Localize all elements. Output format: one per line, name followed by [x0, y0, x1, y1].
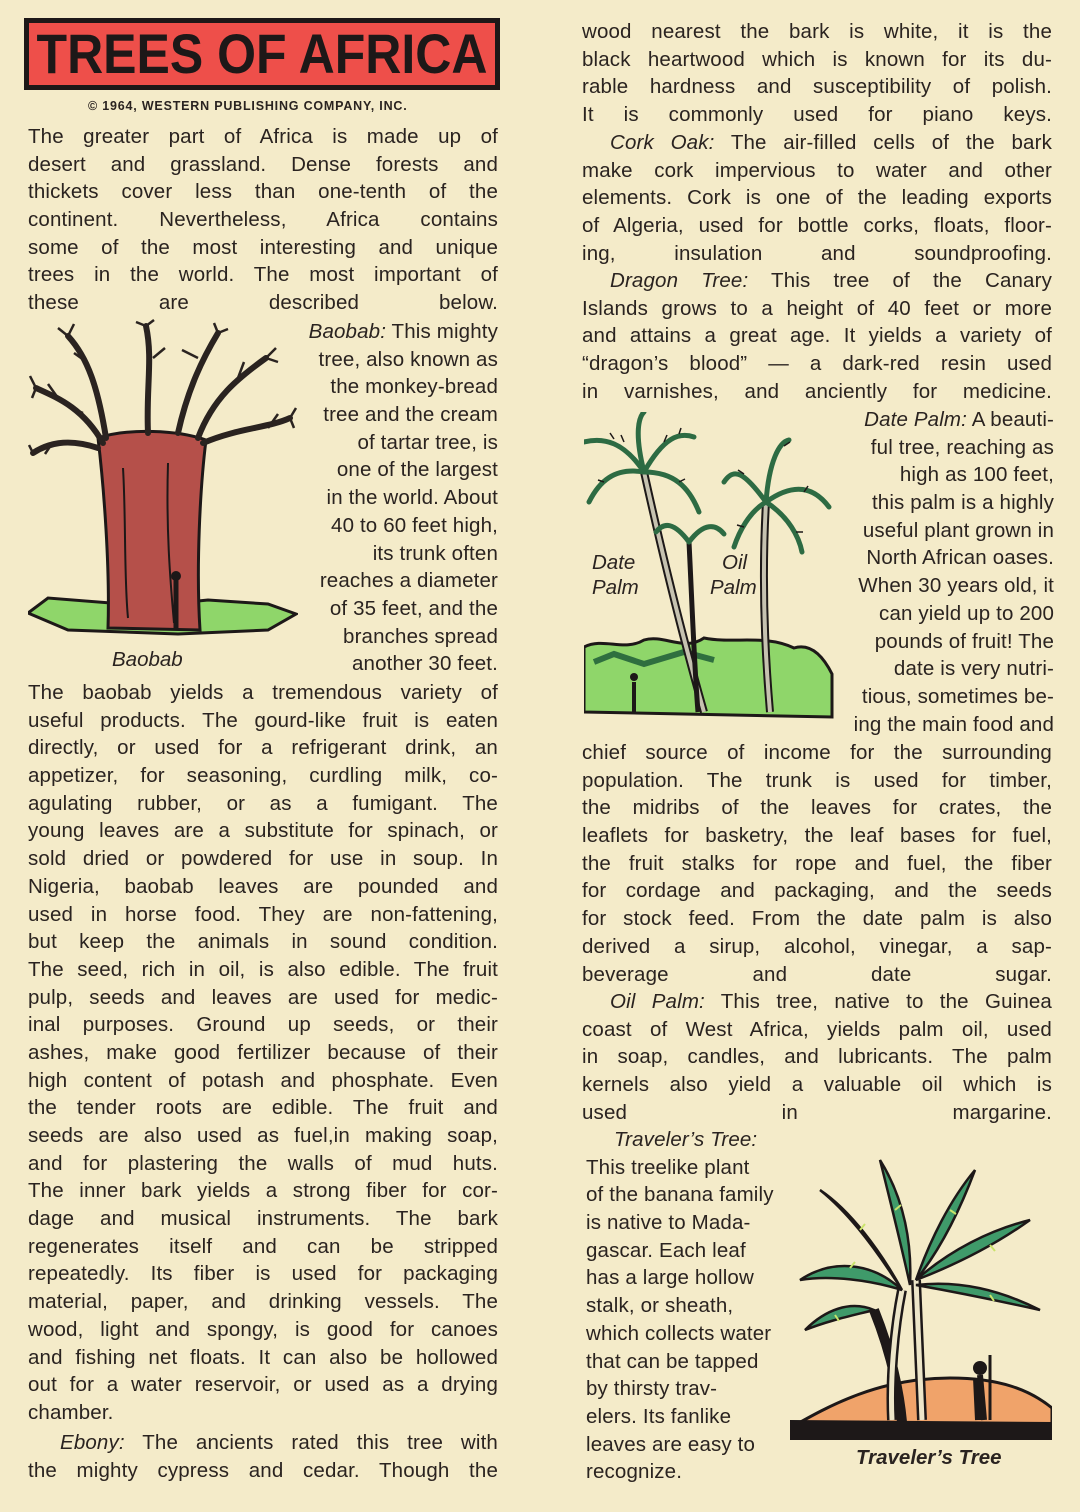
oil-line [582, 1016, 1052, 1044]
date-wrap-line [828, 655, 1054, 683]
date-palm-label-line1: Date [592, 551, 636, 574]
text-run: appetizer, for seasoning, curdling milk, co- [28, 764, 498, 788]
baobab-body-line [28, 1233, 498, 1261]
baobab-body-line [28, 873, 498, 901]
text-run: of Algeria, used for bottle corks, floats, floor- [582, 214, 1052, 238]
baobab-wrap-line [280, 512, 498, 540]
ebony-right-line [582, 46, 1052, 74]
text-run: The ancients rated this tree with [124, 1431, 498, 1454]
cork-oak-paragraph [582, 129, 1052, 267]
oil-palm-label [710, 550, 757, 600]
traveler-line: This treelike plant [586, 1155, 750, 1179]
oil-line [582, 1099, 1052, 1127]
text-run: reaches a diameter [319, 569, 498, 593]
text-run: the fruit stalks for rope and fuel, the fiber [582, 851, 1052, 875]
baobab-illustration [28, 318, 298, 648]
text-run: North African oases. [866, 546, 1054, 570]
text-run: The greater part of Africa is made up of [28, 125, 498, 148]
text-run: high content of potash and phosphate. Even [28, 1068, 498, 1092]
page-title: TREES OF AFRICA [36, 22, 488, 86]
text-run: chamber. [28, 1400, 114, 1424]
text-run: elements. Cork is one of the leading exports [582, 186, 1052, 210]
cork-line [582, 212, 1052, 240]
text-run: seeds are also used as fuel,in making soap, [28, 1124, 498, 1147]
oil-palm-label-line2: Palm [710, 576, 757, 599]
copyright-notice: © 1964, WESTERN PUBLISHING COMPANY, INC. [88, 99, 408, 113]
baobab-wrap-line [280, 540, 498, 568]
date-body-line [582, 739, 1052, 767]
text-run: ful tree, reaching as [870, 435, 1054, 459]
text-run: the tender roots are edible. The fruit and [28, 1096, 498, 1120]
baobab-head: Baobab: [308, 320, 387, 343]
traveler-line: leaves are easy to [586, 1432, 756, 1456]
baobab-body-line [28, 1150, 498, 1178]
cork-head: Cork Oak: [610, 131, 715, 154]
text-run: used in margarine. [582, 1100, 1052, 1124]
traveler-line: has a large hollow [586, 1266, 754, 1290]
baobab-wrap-line [280, 429, 498, 457]
text-run: can yield up to 200 [879, 601, 1054, 625]
text-run: The seed, rich in oil, is also edible. The fruit [28, 957, 498, 981]
oil-palm-paragraph [582, 988, 1052, 1126]
text-run: of 35 feet, and the [329, 596, 498, 620]
text-run: young leaves are a substitute for spinach, or [28, 819, 498, 843]
text-run: beverage and date sugar. [582, 962, 1052, 986]
text-run: Nigeria, baobab leaves are pounded and [28, 874, 498, 898]
baobab-body-line [28, 1371, 498, 1399]
title-banner [24, 18, 500, 90]
traveler-line: is native to Mada- [586, 1211, 751, 1235]
oil-palm-label-line1: Oil [722, 551, 748, 574]
text-run: and for plastering the walls of mud huts. [28, 1151, 498, 1175]
text-run: ing the main food and [853, 712, 1054, 736]
baobab-body-line [28, 1399, 498, 1427]
text-run: inal purposes. Ground up seeds, or their [28, 1013, 498, 1037]
oil-line [582, 1071, 1052, 1099]
baobab-body-line [28, 1316, 498, 1344]
text-run: The inner bark yields a strong fiber for cor- [28, 1179, 498, 1203]
baobab-body-line [28, 707, 498, 735]
intro-line [28, 178, 498, 206]
intro-line [28, 234, 498, 262]
baobab-wrap-line [280, 318, 498, 346]
baobab-body-line [28, 762, 498, 790]
baobab-wrap-line [280, 484, 498, 512]
oil-line [582, 988, 1052, 1016]
date-body-line [582, 961, 1052, 989]
text-run: used in horse food. They are non-fattening, [28, 902, 498, 926]
text-run: wood nearest the bark is white, it is the [582, 20, 1052, 43]
cork-line [582, 240, 1052, 268]
date-body-line [582, 877, 1052, 905]
ebony-right-line [582, 73, 1052, 101]
text-run: trees in the world. The most important of [28, 263, 498, 287]
date-wrap-line [828, 544, 1054, 572]
date-palm-label [592, 550, 639, 600]
baobab-wrap-line [280, 346, 498, 374]
text-run: material, paper, and drinking vessels. The [28, 1290, 498, 1314]
date-wrap-line [828, 461, 1054, 489]
baobab-wrap-line [280, 650, 498, 678]
text-run: high as 100 feet, [899, 463, 1054, 487]
text-run: but keep the animals in sound condition. [28, 930, 498, 954]
oil-line [582, 1043, 1052, 1071]
dragon-line [582, 350, 1052, 378]
text-run: dage and musical instruments. The bark [28, 1207, 498, 1231]
travelers-tree-caption: Traveler’s Tree [856, 1446, 1002, 1469]
traveler-line: which collects water [586, 1321, 772, 1345]
text-run: tree, also known as [318, 347, 498, 371]
dragon-line [582, 267, 1052, 295]
text-run: This tree, native to the Guinea [704, 990, 1052, 1013]
text-run: branches spread [343, 624, 498, 648]
ebony-left-line [28, 1429, 498, 1457]
date-wrap-line [828, 406, 1054, 434]
text-run: this palm is a highly [871, 491, 1054, 515]
traveler-line: that can be tapped [586, 1349, 759, 1373]
baobab-body-line [28, 1205, 498, 1233]
baobab-body-line [28, 1039, 498, 1067]
text-run: chief source of income for the surrounding [582, 741, 1052, 764]
baobab-body-line [28, 901, 498, 929]
text-run: agulating rubber, or as a fumigant. The [28, 791, 498, 815]
text-run: make cork impervious to water and other [582, 158, 1052, 182]
baobab-body-line [28, 1011, 498, 1039]
text-run: thickets cover less than one-tenth of the [28, 180, 498, 204]
ebony-paragraph-end [582, 18, 1052, 129]
baobab-wrap-line [280, 595, 498, 623]
text-run: repeatedly. Its fiber is used for packaging [28, 1262, 498, 1286]
date-body-line [582, 933, 1052, 961]
text-run: The baobab yields a tremendous variety of [28, 681, 498, 704]
text-run: useful plant grown in [862, 518, 1054, 542]
date-wrap-line [828, 711, 1054, 739]
date-body-line [582, 767, 1052, 795]
dragon-head: Dragon Tree: [610, 269, 749, 292]
traveler-head-text: Traveler’s Tree: [614, 1128, 758, 1151]
text-run: tree and the cream [323, 403, 498, 427]
ebony-paragraph-start [28, 1429, 498, 1484]
date-body-line [582, 822, 1052, 850]
baobab-body-line [28, 984, 498, 1012]
baobab-body-line [28, 790, 498, 818]
baobab-caption: Baobab [112, 648, 183, 671]
traveler-line: by thirsty trav- [586, 1377, 718, 1401]
date-head: Date Palm: [864, 408, 968, 431]
text-run: A beauti- [967, 408, 1054, 431]
date-body-line [582, 794, 1052, 822]
text-run: the mighty cypress and cedar. Though the [28, 1458, 498, 1482]
text-run: for cordage and packaging, and the seeds [582, 879, 1052, 903]
text-run: and fishing net floats. It can also be hollowed [28, 1345, 498, 1369]
traveler-head [586, 1126, 802, 1154]
text-run: its trunk often [372, 541, 498, 565]
baobab-body-line [28, 1260, 498, 1288]
text-run: continent. Nevertheless, Africa contains [28, 208, 498, 232]
baobab-body-line [28, 1344, 498, 1372]
text-run: out for a water reservoir, or used as a drying [28, 1373, 498, 1397]
dragon-tree-paragraph [582, 267, 1052, 405]
text-run: pounds of fruit! The [874, 629, 1054, 653]
baobab-body-line [28, 1122, 498, 1150]
baobab-body-line [28, 845, 498, 873]
text-run: in the world. About [326, 486, 498, 510]
baobab-body-line [28, 1288, 498, 1316]
baobab-body-line [28, 817, 498, 845]
date-wrap-line [828, 517, 1054, 545]
text-run: directly, or used for a refrigerant drink, an [28, 736, 498, 760]
text-run: in varnishes, and anciently for medicine. [582, 379, 1052, 403]
date-palm-label-line2: Palm [592, 576, 639, 599]
travelers-tree-illustration [790, 1150, 1052, 1440]
baobab-wrap-line [280, 401, 498, 429]
text-run: sold dried or powdered for use in soup. In [28, 847, 498, 871]
date-body-line [582, 850, 1052, 878]
baobab-wrap-line [280, 567, 498, 595]
text-run: leaflets for basketry, the leaf bases for fuel, [582, 824, 1052, 848]
text-run: useful products. The gourd-like fruit is eaten [28, 708, 498, 732]
text-run: kernels also yield a valuable oil which is [582, 1073, 1052, 1097]
text-run: these are described below. [28, 291, 498, 315]
baobab-wrap-line [280, 623, 498, 651]
ebony-left-line [28, 1457, 498, 1485]
baobab-wrap-line [280, 373, 498, 401]
baobab-body-line [28, 1094, 498, 1122]
date-wrap-line [828, 434, 1054, 462]
date-body-line [582, 905, 1052, 933]
date-wrap-line [828, 600, 1054, 628]
oil-head: Oil Palm: [610, 990, 705, 1013]
traveler-line: gascar. Each leaf [586, 1238, 746, 1262]
travelers-tree-paragraph [586, 1126, 802, 1486]
text-run: regenerates itself and can be stripped [28, 1234, 498, 1258]
text-run: another 30 feet. [351, 652, 498, 676]
text-run: black heartwood which is known for its du- [582, 47, 1052, 71]
baobab-wrap-line [280, 456, 498, 484]
ebony-right-line [582, 18, 1052, 46]
baobab-intro [280, 318, 498, 678]
text-run: This mighty [386, 320, 498, 343]
date-wrap-line [828, 489, 1054, 517]
text-run: pulp, seeds and leaves are used for medic- [28, 985, 498, 1009]
text-run: and attains a great age. It yields a variety of [582, 324, 1052, 348]
cork-line [582, 184, 1052, 212]
ebony-head: Ebony: [60, 1431, 125, 1454]
baobab-body-line [28, 928, 498, 956]
text-run: one of the largest [336, 458, 498, 482]
baobab-body-line [28, 956, 498, 984]
text-run: date is very nutri- [893, 657, 1054, 681]
baobab-body-line [28, 734, 498, 762]
text-run: population. The trunk is used for timber, [582, 768, 1052, 792]
dragon-line [582, 322, 1052, 350]
baobab-body-line [28, 1177, 498, 1205]
text-run: in soap, candles, and lubricants. The palm [582, 1045, 1052, 1069]
baobab-body-line [28, 679, 498, 707]
traveler-line: stalk, or sheath, [586, 1294, 734, 1318]
cork-line [582, 157, 1052, 185]
intro-paragraph [28, 123, 498, 317]
intro-line [28, 123, 498, 151]
text-run: tious, sometimes be- [861, 684, 1054, 708]
text-run: wood, light and spongy, is good for canoes [28, 1317, 498, 1341]
intro-line [28, 289, 498, 317]
baobab-body-line [28, 1067, 498, 1095]
traveler-line: elers. Its fanlike [586, 1404, 732, 1428]
text-run: 40 to 60 feet high, [331, 513, 498, 537]
traveler-line: of the banana family [586, 1183, 774, 1207]
text-run: It is commonly used for piano keys. [582, 103, 1052, 127]
text-run: Islands grows to a height of 40 feet or more [582, 296, 1052, 320]
dragon-line [582, 378, 1052, 406]
baobab-body [28, 679, 498, 1427]
text-run: ing, insulation and soundproofing. [582, 241, 1052, 265]
date-wrap-line [828, 683, 1054, 711]
date-wrap-line [828, 572, 1054, 600]
text-run: The air-filled cells of the bark [714, 131, 1052, 154]
dragon-line [582, 295, 1052, 323]
text-run: When 30 years old, it [858, 574, 1054, 598]
date-palm-intro [828, 406, 1054, 738]
text-run: the midribs of the leaves for crates, the [582, 796, 1052, 820]
cork-line [582, 129, 1052, 157]
traveler-line: recognize. [586, 1460, 683, 1484]
text-run: This tree of the Canary [748, 269, 1052, 292]
text-run: derived a sirup, alcohol, vinegar, a sap- [582, 934, 1052, 958]
text-run: of tartar tree, is [357, 430, 498, 454]
text-run: coast of West Africa, yields palm oil, used [582, 1017, 1052, 1041]
date-wrap-line [828, 628, 1054, 656]
text-run: rable hardness and susceptibility of polish. [582, 75, 1052, 99]
text-run: for stock feed. From the date palm is also [582, 907, 1052, 931]
text-run: the monkey-bread [330, 375, 498, 399]
text-run: some of the most interesting and unique [28, 235, 498, 259]
text-run: desert and grassland. Dense forests and [28, 152, 498, 176]
date-palm-body [582, 739, 1052, 988]
ebony-right-line [582, 101, 1052, 129]
text-run: “dragon’s blood” — a dark-red resin used [582, 352, 1052, 376]
intro-line [28, 206, 498, 234]
intro-line [28, 151, 498, 179]
intro-line [28, 261, 498, 289]
text-run: ashes, make good fertilizer because of their [28, 1040, 498, 1064]
